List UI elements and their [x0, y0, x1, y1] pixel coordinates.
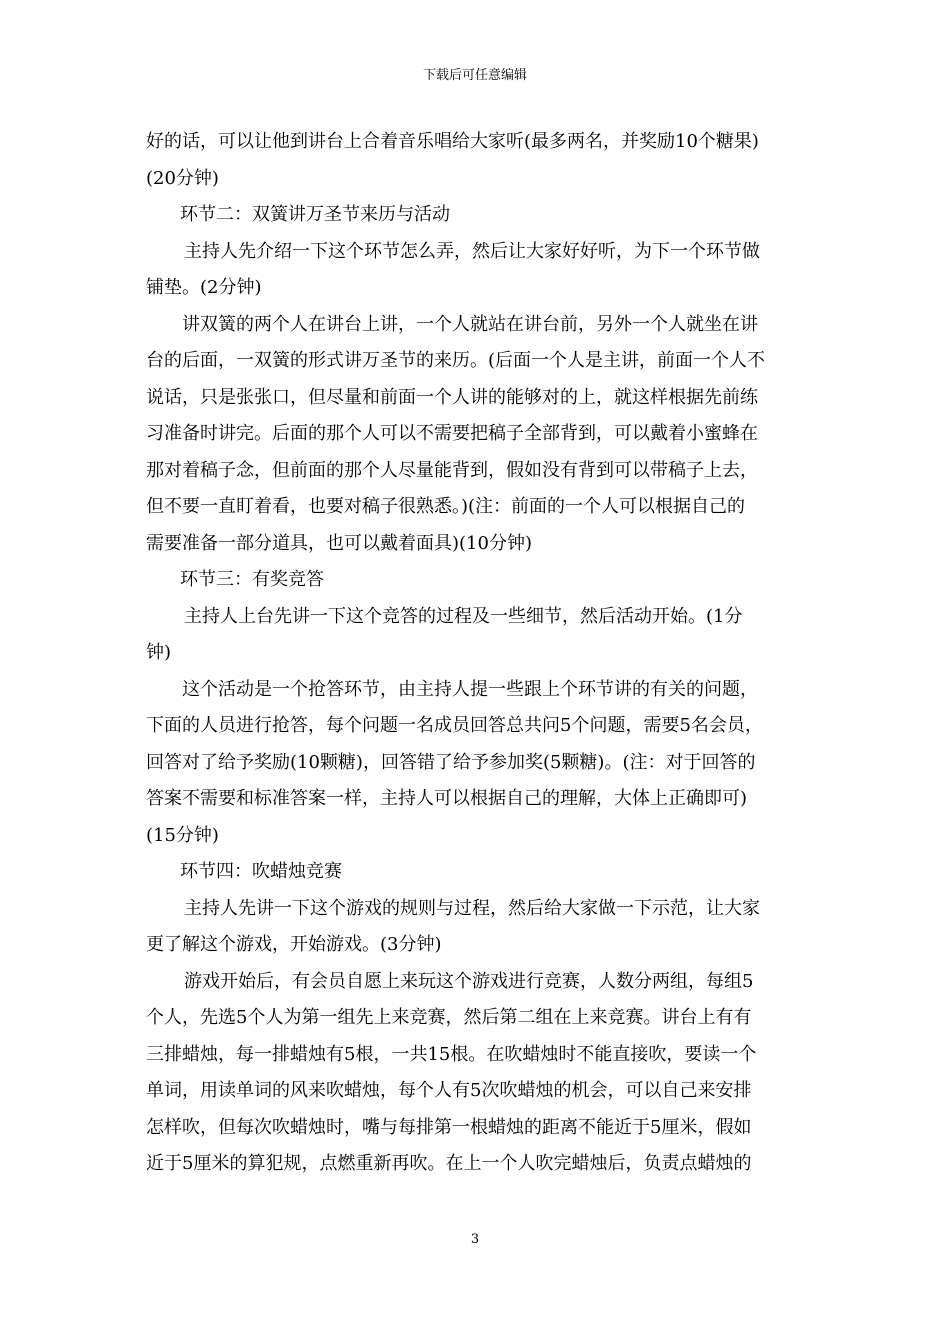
text-line: 三排蜡烛，每一排蜡烛有5根，一共15根。在吹蜡烛时不能直接吹，要读一个	[146, 1043, 757, 1065]
text-line: 主持人先讲一下这个游戏的规则与过程，然后给大家做一下示范，让大家	[184, 897, 760, 919]
text-line: 环节四：吹蜡烛竞赛	[180, 861, 342, 882]
text-line: 更了解这个游戏，开始游戏。(3分钟)	[146, 934, 442, 955]
page-number: 3	[470, 1232, 480, 1247]
text-line: 主持人先介绍一下这个环节怎么弄，然后让大家好好听，为下一个环节做	[184, 240, 760, 262]
document-body	[146, 124, 808, 1183]
text-line: 环节三：有奖竞答	[180, 569, 324, 590]
page-header: 下载后可任意编辑	[422, 68, 527, 83]
text-line: 铺垫。(2分钟)	[146, 277, 262, 298]
text-line: 那对着稿子念，但前面的那个人尽量能背到，假如没有背到可以带稿子上去，	[146, 459, 758, 481]
text-line: 环节二：双簧讲万圣节来历与活动	[180, 204, 450, 225]
text-line: 怎样吹，但每次吹蜡烛时，嘴与每排第一根蜡烛的距离不能近于5厘米，假如	[146, 1116, 752, 1138]
text-line: 下面的人员进行抢答，每个问题一名成员回答总共问5个问题，需要5名会员，	[146, 715, 763, 736]
text-line: 单词，用读单词的风来吹蜡烛，每个人有5次吹蜡烛的机会，可以自己来安排	[146, 1080, 752, 1101]
text-line: 游戏开始后，有会员自愿上来玩这个游戏进行竞赛，人数分两组，每组5	[184, 970, 754, 992]
text-line: 主持人上台先讲一下这个竞答的过程及一些细节，然后活动开始。(1分	[184, 605, 743, 627]
text-line: 回答对了给予奖励(10颗糖)，回答错了给予参加奖(5颗糖)。(注：对于回答的	[146, 751, 756, 773]
text-line: 好的话，可以让他到讲台上合着音乐唱给大家听(最多两名，并奖励10个糖果)	[146, 131, 759, 152]
text-line: 答案不需要和标准答案一样，主持人可以根据自己的理解，大体上正确即可)	[146, 788, 748, 809]
text-line: (15分钟)	[146, 824, 219, 846]
text-line: 这个活动是一个抢答环节，由主持人提一些跟上个环节讲的有关的问题，	[182, 678, 758, 700]
text-line: 需要准备一部分道具，也可以戴着面具)(10分钟)	[146, 532, 532, 554]
text-line: 说话，只是张张口，但尽量和前面一个人讲的能够对的上，就这样根据先前练	[146, 386, 758, 408]
text-line: 近于5厘米的算犯规，点燃重新再吹。在上一个人吹完蜡烛后，负责点蜡烛的	[146, 1153, 752, 1174]
text-line: 个人，先选5个人为第一组先上来竞赛，然后第二组在上来竞赛。讲台上有有	[146, 1007, 752, 1028]
text-line: 钟)	[146, 642, 172, 663]
text-line: 习准备时讲完。后面的那个人可以不需要把稿子全部背到，可以戴着小蜜蜂在	[146, 423, 758, 444]
text-line: 但不要一直盯着看，也要对稿子很熟悉。)(注：前面的一个人可以根据自己的	[146, 496, 746, 517]
text-line: 台的后面，一双簧的形式讲万圣节的来历。(后面一个人是主讲，前面一个人不	[146, 350, 766, 371]
text-line: 讲双簧的两个人在讲台上讲，一个人就站在讲台前，另外一个人就坐在讲	[182, 313, 758, 335]
text-line: (20分钟)	[146, 167, 219, 189]
